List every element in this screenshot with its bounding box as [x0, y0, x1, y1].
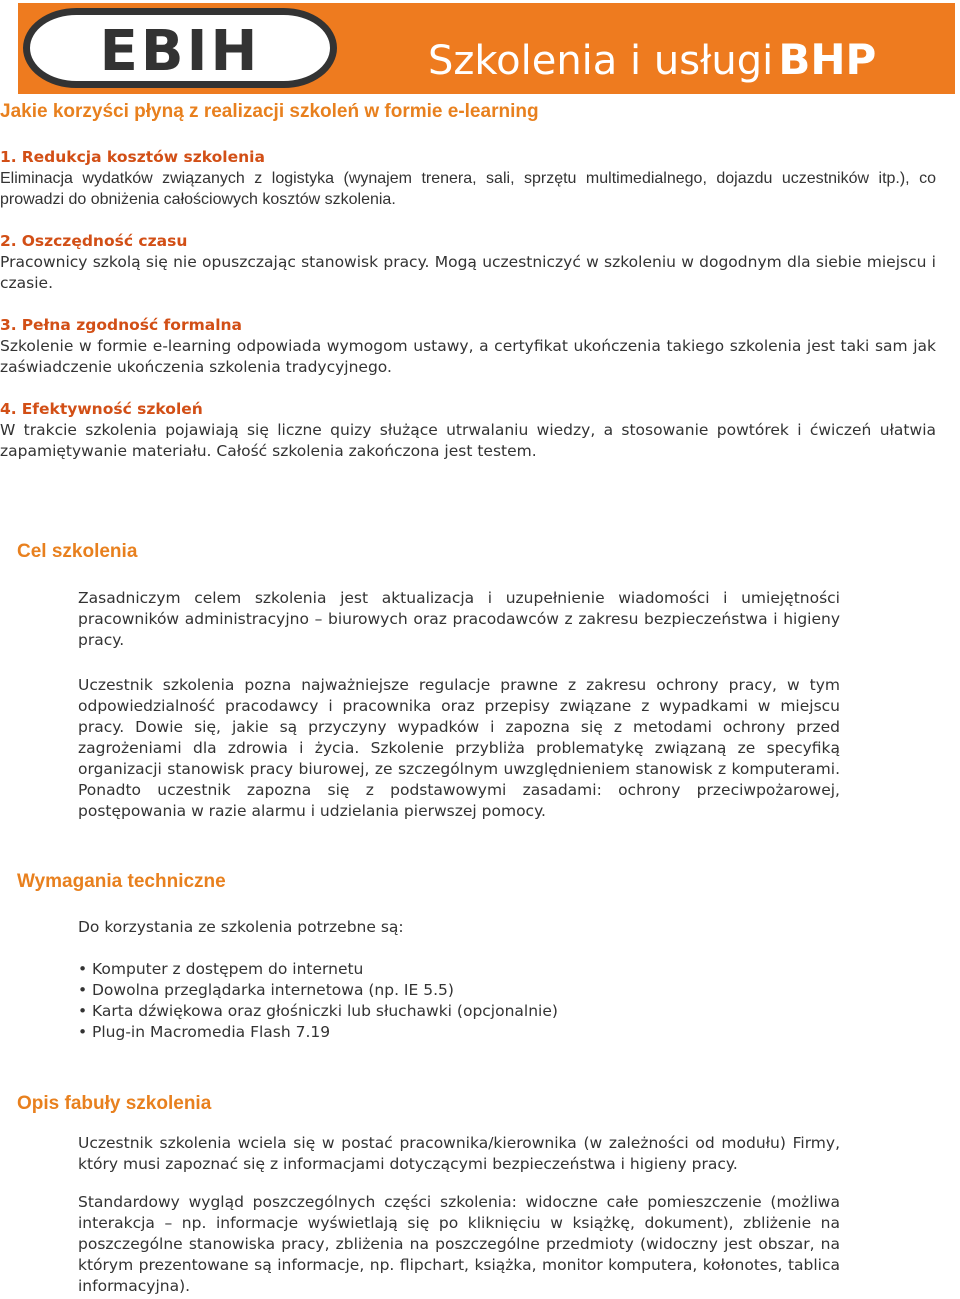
story-paragraph-1: Uczestnik szkolenia wciela się w postać pracownika/kierownika (w zależności od modułu) Firmy, który musi zapoznać się z informacjami dotyczącymi bezpieczeństwa i higieny pracy. — [78, 1134, 840, 1173]
benefit-title: Pełna zgodność formalna — [21, 316, 243, 334]
goal-paragraph-2: Uczestnik szkolenia pozna najważniejsze regulacje prawne z zakresu ochrony pracy, w tym odpowiedzialność pracodawcy i pracownika oraz przepisy związane z wypadkami w miejscu pracy. Dowie się, jakie są przyczyny wypadków i zapozna się z metodami ochrony przed zagrożeniami dla zdrowia i życia. Szkolenie przybliża problematykę związaną ze specyfiką organizacji stanowisk pracy biurowej, ze szczególnym uwzględnieniem stanowisk z komputerami. Ponadto uczestnik zapozna się z podstawowymi zasadami: ochrony przeciwpożarowej, postępowania w razie alarmu i udzielania pierwszej pomocy. — [78, 676, 840, 820]
benefit-1 — [0, 147, 936, 210]
benefit-title: Efektywność szkoleń — [21, 400, 203, 418]
benefit-number: 2. — [0, 232, 17, 250]
benefit-heading — [0, 315, 936, 336]
goal-section-title: Cel szkolenia — [17, 541, 138, 562]
benefit-text: Eliminacja wydatków związanych z logistyka (wynajem trenera, sali, sprzętu multimedialnego, dojazdu uczestników itp.), co prowadzi do obniżenia całościowych kosztów szkolenia. — [0, 170, 936, 208]
benefit-heading — [0, 399, 936, 420]
goal-paragraph-1: Zasadniczym celem szkolenia jest aktualizacja i uzupełnienie wiadomości i umiejętności pracowników administracyjno – biurowych oraz pracodawców z zakresu bezpieczeństwa i higieny pracy. — [78, 589, 840, 649]
story-section-title: Opis fabuły szkolenia — [17, 1093, 212, 1114]
benefit-number: 1. — [0, 148, 17, 166]
company-logo — [23, 8, 337, 88]
list-item — [78, 1001, 558, 1022]
bullet-icon: • — [78, 1002, 88, 1020]
header-banner — [18, 3, 955, 94]
logo-text: EBIH — [99, 19, 261, 84]
benefit-text: Pracownicy szkolą się nie opuszczając stanowisk pracy. Mogą uczestniczyć w szkoleniu w dogodnym dla siebie miejscu i czasie. — [0, 253, 936, 292]
list-item — [78, 959, 558, 980]
bullet-icon: • — [78, 960, 88, 978]
benefit-title: Redukcja kosztów szkolenia — [21, 148, 265, 166]
benefit-heading — [0, 147, 936, 168]
benefit-text: Szkolenie w formie e-learning odpowiada wymogom ustawy, a certyfikat ukończenia takiego szkolenia jest taki sam jak zaświadczenie ukończenia szkolenia tradycyjnego. — [0, 337, 936, 376]
benefit-2 — [0, 231, 936, 294]
list-item-text: Plug-in Macromedia Flash 7.19 — [92, 1023, 331, 1041]
requirements-section-title: Wymagania techniczne — [17, 871, 226, 892]
benefit-text: W trakcie szkolenia pojawiają się liczne quizy służące utrwalaniu wiedzy, a stosowanie powtórek i ćwiczeń ułatwia zapamiętywanie materiału. Całość szkolenia zakończona jest testem. — [0, 421, 936, 460]
benefit-heading — [0, 231, 936, 252]
benefit-number: 4. — [0, 400, 17, 418]
list-item — [78, 980, 558, 1001]
list-item-text: Komputer z dostępem do internetu — [92, 960, 364, 978]
bullet-icon: • — [78, 981, 88, 999]
list-item-text: Dowolna przeglądarka internetowa (np. IE 5.5) — [92, 981, 454, 999]
header-tagline — [428, 35, 876, 84]
bullet-icon: • — [78, 1023, 88, 1041]
tagline-bhp: BHP — [778, 35, 877, 84]
requirements-intro: Do korzystania ze szkolenia potrzebne są: — [78, 918, 404, 936]
requirements-list — [78, 959, 558, 1043]
list-item — [78, 1022, 558, 1043]
benefit-title: Oszczędność czasu — [21, 232, 188, 250]
tagline-text: Szkolenia i usługi — [428, 38, 774, 84]
benefit-4 — [0, 399, 936, 462]
benefit-number: 3. — [0, 316, 17, 334]
list-item-text: Karta dźwiękowa oraz głośniczki lub słuchawki (opcjonalnie) — [92, 1002, 558, 1020]
story-paragraph-2: Standardowy wygląd poszczególnych części szkolenia: widoczne całe pomieszczenie (możliwa interakcja – np. informacje wyświetlają się po kliknięciu w książkę, dokument), zbliżenie na poszczególne stanowiska pracy, zbliżenia na poszczególne przedmioty (widoczny jest obszar, na którym prezentowane są informacje, np. flipchart, książka, monitor komputera, kołonotes, tablica informacyjna). — [78, 1193, 840, 1295]
page-title: Jakie korzyści płyną z realizacji szkoleń w formie e-learning — [0, 101, 539, 122]
benefit-3 — [0, 315, 936, 378]
